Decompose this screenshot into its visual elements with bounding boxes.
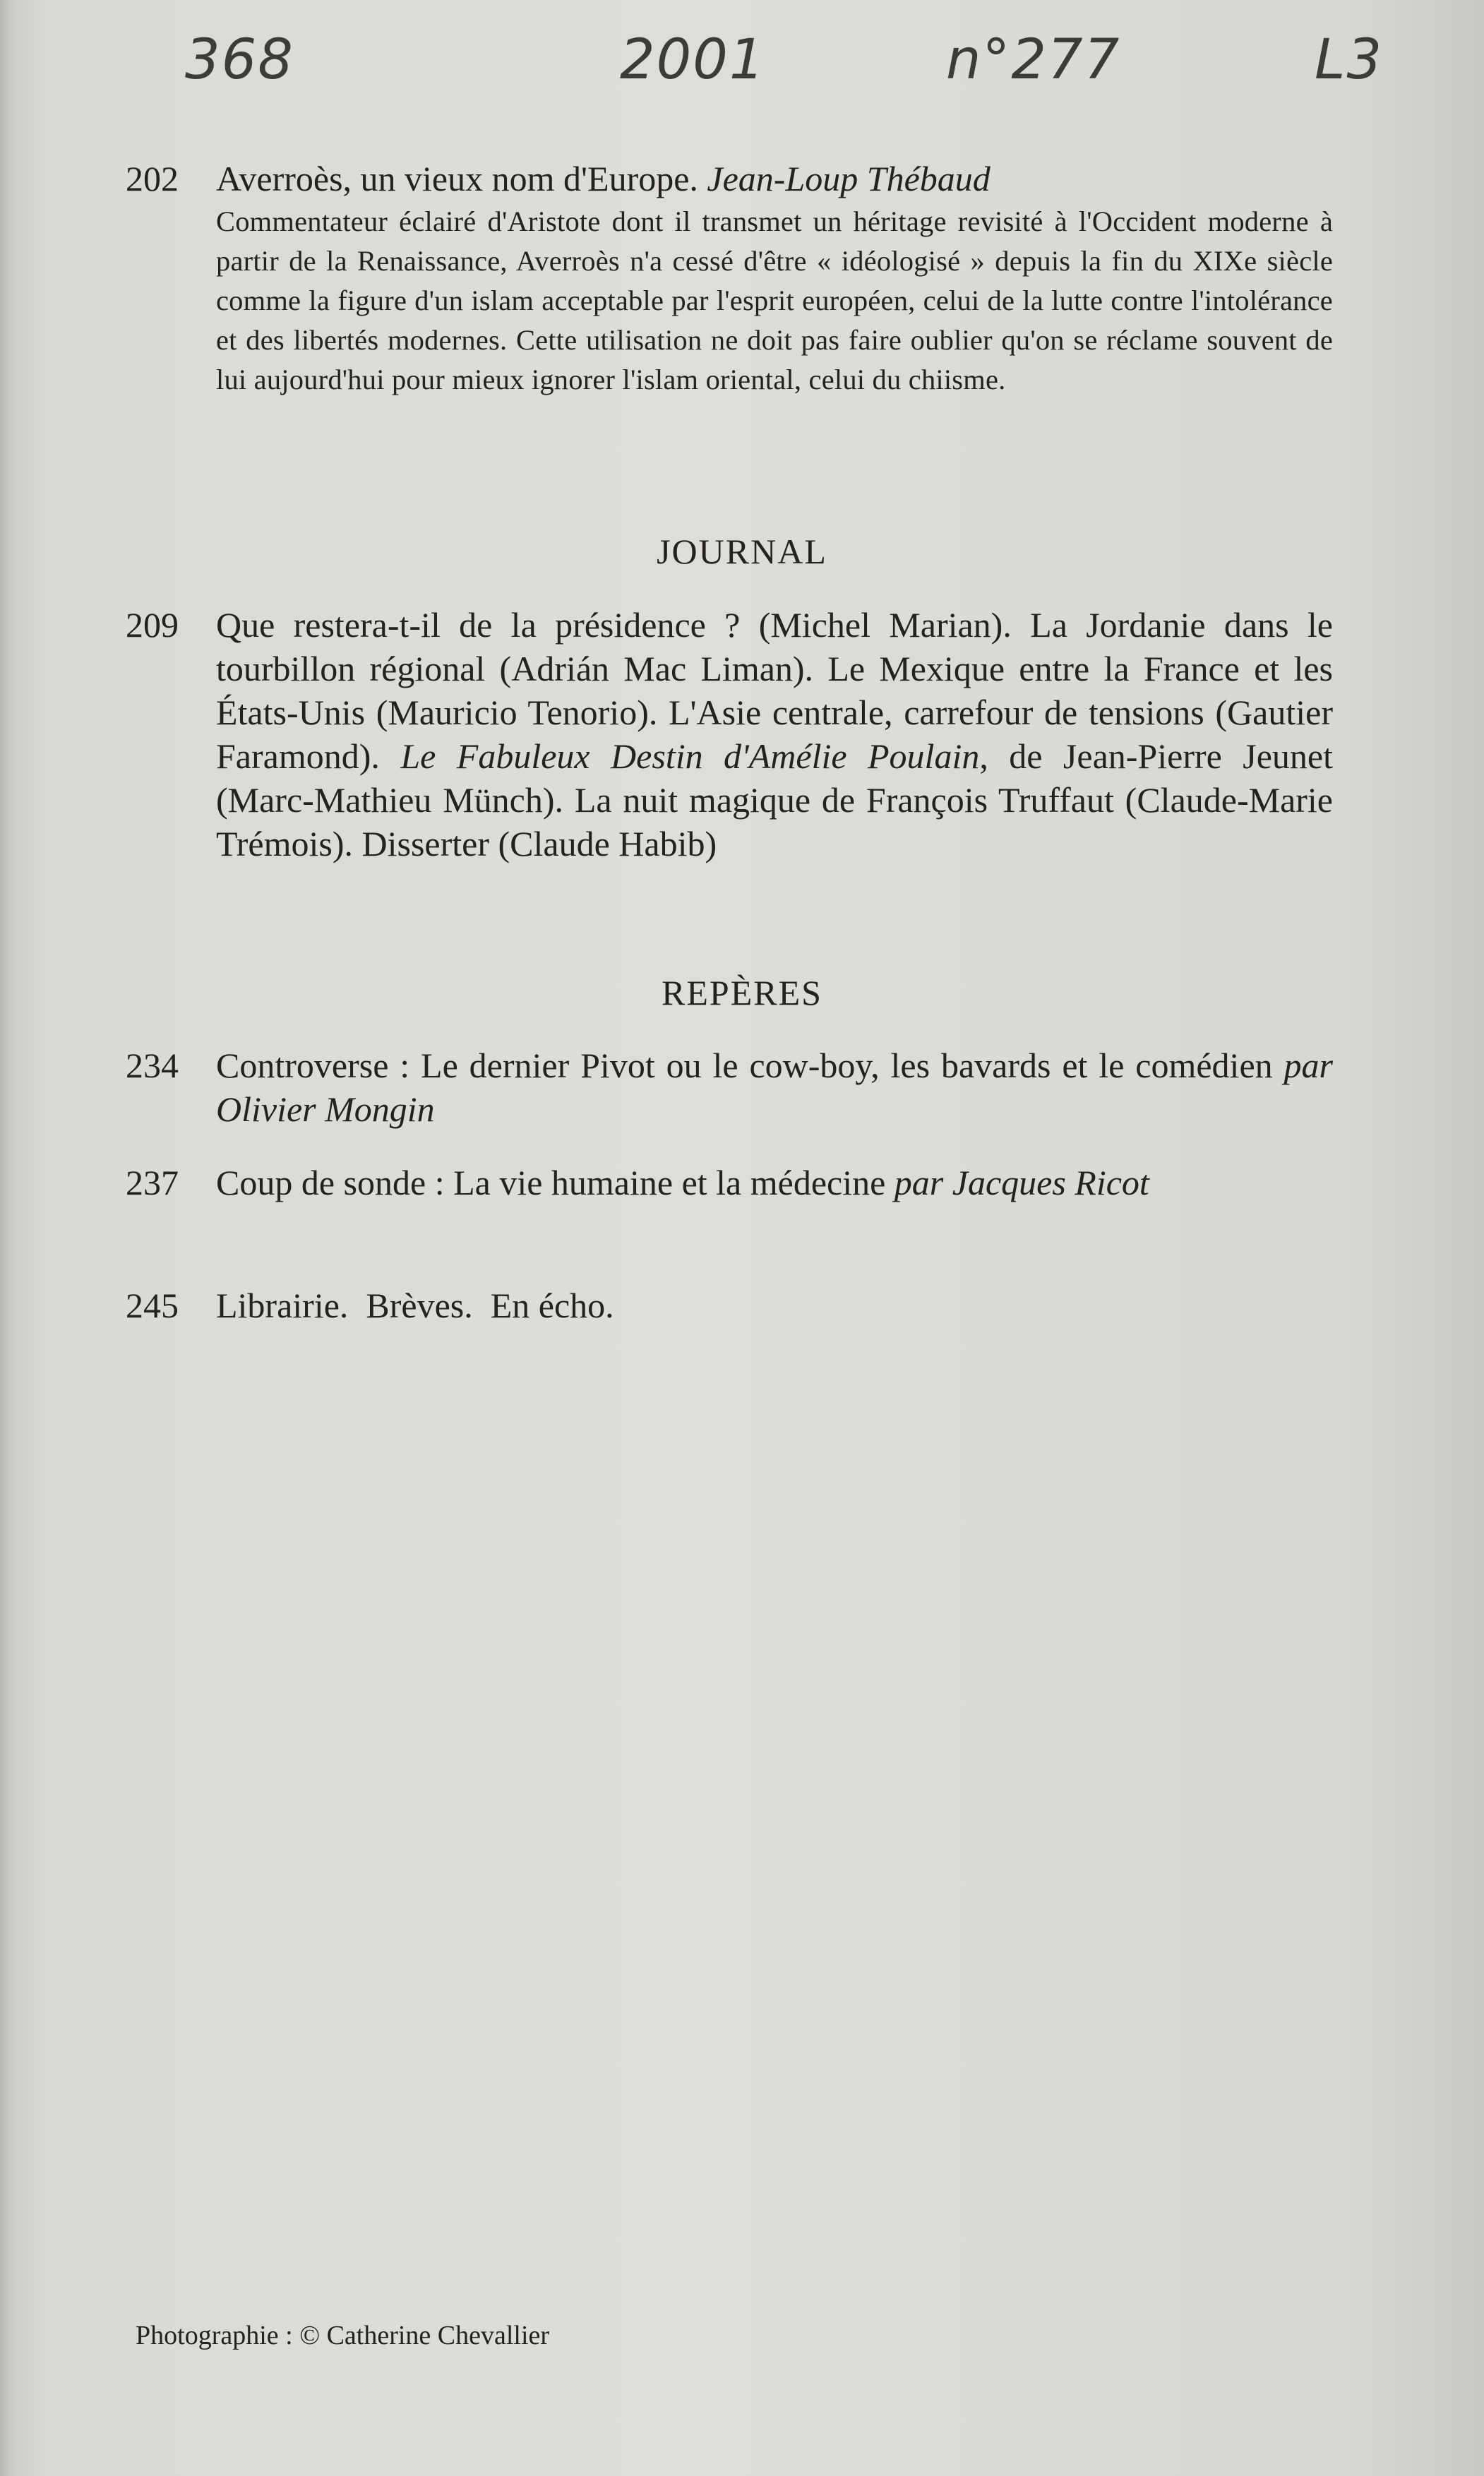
entry-text-a: Que restera-t-il de la présidence ? (Michel Marian). La Jordanie dans le tourbillon régional (Adrián Mac Liman). Le Mexique entre la France et les États-Unis (Mauricio Tenorio). L'Asie centrale, carrefour de tensions (Gautier Faramond). (216, 605, 1333, 776)
section-heading-journal: JOURNAL (657, 532, 827, 571)
entry-text: Librairie. Brèves. En écho. (216, 1286, 614, 1325)
entry-page-number: 209 (126, 605, 179, 645)
entry-byline: par Jacques Ricot (894, 1163, 1149, 1202)
toc-entry-234 (126, 1043, 1333, 1131)
entry-title: Averroès, un vieux nom d'Europe. (216, 159, 698, 198)
toc-entry-245 (126, 1284, 1333, 1327)
toc-entry-209 (126, 603, 1333, 866)
entry-film-title: Le Fabuleux Destin d'Amélie Poulain (400, 736, 980, 776)
entry-page-number: 237 (126, 1163, 179, 1202)
entry-summary: Commentateur éclairé d'Aristote dont il transmet un héritage revisité à l'Occident moderne à partir de la Renaissance, Averroès n'a cessé d'être « idéologisé » depuis la fin du XIXe siècle comme la figure d'un islam acceptable par l'esprit européen, celui de la lutte contre l'intolérance et des libertés modernes. Cette utilisation ne doit pas faire oublier qu'on se réclame souvent de lui aujourd'hui pour mieux ignorer l'islam oriental, celui du chiisme. (216, 205, 1333, 395)
handwritten-shelf-mark: L3 (1315, 28, 1384, 92)
toc-entry-202 (126, 157, 1333, 400)
entry-page-number: 245 (126, 1286, 179, 1325)
section-heading-reperes: REPÈRES (662, 973, 822, 1012)
entry-text (216, 603, 1333, 866)
entry-author: Jean-Loup Thébaud (707, 159, 991, 198)
handwritten-issue-number: n°277 (946, 28, 1121, 92)
entry-text-b: , de Jean-Pierre Jeunet (Marc-Mathieu Münch). La nuit magique de François Truffaut (Claude-Marie Trémois). Disserter (Claude Habib) (216, 736, 1333, 863)
photo-credit: Photographie : © Catherine Chevallier (136, 2321, 550, 2350)
entry-page-number: 202 (126, 159, 179, 198)
entry-byline: par Olivier Mongin (216, 1046, 1334, 1129)
toc-entry-237 (126, 1161, 1333, 1204)
handwritten-year: 2001 (620, 28, 766, 92)
entry-page-number: 234 (126, 1046, 179, 1085)
entry-text: Controverse : Le dernier Pivot ou le cow-boy, les bavards et le comédien (216, 1046, 1273, 1085)
entry-text: Coup de sonde : La vie humaine et la médecine (216, 1163, 886, 1202)
handwritten-page-number: 368 (185, 28, 294, 92)
